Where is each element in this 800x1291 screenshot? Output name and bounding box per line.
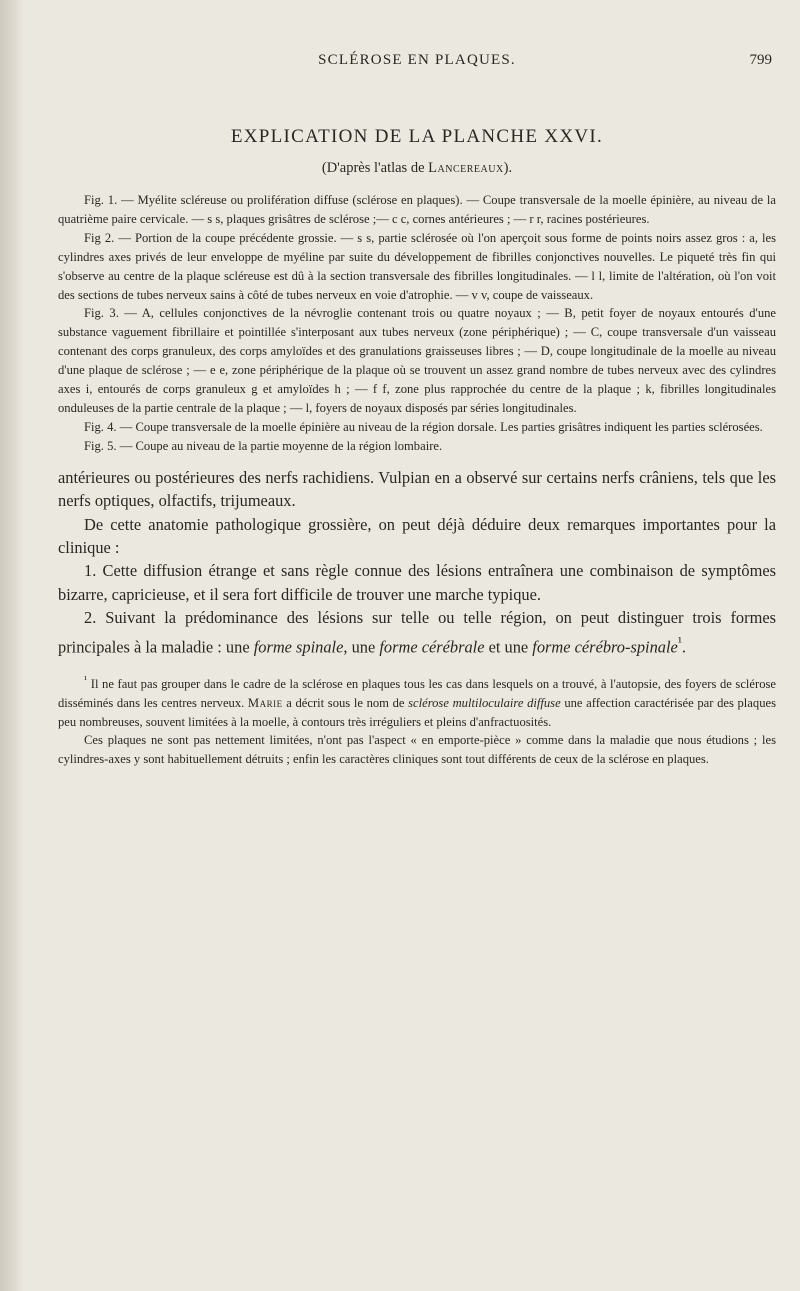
body-paragraph-3: 1. Cette diffusion étrange et sans règle connue des lésions entraînera une combinaison de symptômes bizarre, capricieuse, et il sera fort difficile de trouver une marche typique. xyxy=(58,561,776,604)
running-title: SCLÉROSE EN PLAQUES. xyxy=(318,52,516,68)
fn-end: une affection caractérisée par des plaques peu nombreuses, souvent limitées à la moelle, à contours très irréguliers et pleins d'anfractuosités. xyxy=(58,696,776,729)
figure-legend-3 xyxy=(58,304,776,417)
source-suffix: ). xyxy=(503,160,513,176)
page-number: 799 xyxy=(749,52,772,68)
footnote-number: ¹ xyxy=(84,675,88,687)
figure-label: Fig 2. xyxy=(84,230,115,245)
body-text xyxy=(58,466,776,659)
running-header xyxy=(58,52,776,78)
p4-mid-2: et une xyxy=(484,637,533,656)
figure-text: — Coupe transversale de la moelle épinière au niveau de la région dorsale. Les parties grisâtres indiquent les parties sclérosées. xyxy=(116,419,763,434)
form-cerebrale: forme cérébrale xyxy=(379,637,485,656)
figure-legend-2 xyxy=(58,229,776,305)
body-paragraph-2: De cette anatomie pathologique grossière, on peut déjà déduire deux remarques importantes pour la clinique : xyxy=(58,514,776,557)
figure-text: — Myélite scléreuse ou prolifération diffuse (sclérose en plaques). — Coupe transversale de la moelle épinière, au niveau de la quatrième paire cervicale. — s s, plaques grisâtres de sclérose ;— c c, cornes antérieures ; — r r, racines postérieures. xyxy=(58,193,776,226)
figure-legend-5 xyxy=(58,437,776,456)
body-paragraph-1: antérieures ou postérieures des nerfs rachidiens. Vulpian en a observé sur certains nerfs crâniens, tels que les nerfs optiques, olfactifs, trijumeaux. xyxy=(58,467,776,511)
book-binding-shadow xyxy=(0,0,24,1291)
fn-mid: a décrit sous le nom de xyxy=(282,696,409,711)
figure-label: Fig. 3. xyxy=(84,306,119,321)
fn-author: Marie xyxy=(247,696,283,711)
footnote xyxy=(58,672,776,768)
figure-legend-4 xyxy=(58,418,776,437)
plate-title: EXPLICATION DE LA PLANCHE XXVI. xyxy=(230,126,604,147)
figure-text: — Portion de la coupe précédente grossie. — s s, partie sclérosée où l'on aperçoit sous forme de points noirs assez gros : a, les cylindres axes privés de leur enveloppe de myéline par suite du développement de fibrilles conjonctives nouvelles. Le piqueté très fin qui s'observe au centre de la plaque scléreuse est dû à la section transversale des fibrilles longitudinales. — l l, limite de l'altération, où l'on voit des sections de tubes nerveux sains à côté de tubes nerveux en voie d'atrophie. — v v, coupe de vaisseaux. xyxy=(58,230,777,302)
book-page xyxy=(58,52,776,769)
source-prefix: (D'après l'atlas de xyxy=(321,160,429,176)
figure-legend-1 xyxy=(58,191,776,229)
p4-start: 2. Suivant la prédominance des lésions sur telle ou telle région, on peut distinguer trois formes principales à la maladie : une xyxy=(58,608,776,656)
fn-term: sclérose multiloculaire diffuse xyxy=(408,696,561,711)
form-cerebro-spinale: forme cérébro-spinale xyxy=(532,637,678,656)
figure-label: Fig. 1. xyxy=(84,193,118,207)
figure-text: — Coupe au niveau de la partie moyenne de la région lombaire. xyxy=(116,438,443,453)
form-spinale: forme spinale xyxy=(253,637,344,656)
p4-end: . xyxy=(681,637,687,656)
body-paragraph-4 xyxy=(58,606,776,658)
footnote-paragraph-2: Ces plaques ne sont pas nettement limitées, n'ont pas l'aspect « en emporte-pièce » comme dans la maladie que nous étudions ; les cylindres-axes y sont habituellement détruits ; enfin les caractères cliniques sont tout différents de ceux de la sclérose en plaques. xyxy=(58,733,776,766)
plate-source xyxy=(58,160,776,177)
figure-label: Fig. 4. xyxy=(84,419,117,434)
figure-text: — A, cellules conjonctives de la névroglie contenant trois ou quatre noyaux ; — B, petit foyer de noyaux entourés d'une substance vaguement fibrillaire et pointillée s'interposant aux tubes nerveux (zone périphérique) ; — C, coupe transversale d'un vaisseau contenant des corps granuleux, des corps amyloïdes et des granulations graisseuses libres ; — D, coupe longitudinale de la moelle au niveau d'une plaque de sclérose ; — e e, zone périphérique de la plaque où se trouvent un assez grand nombre de tubes nerveux avec des cylindres axes i, entourés de corps granuleux g et amyloïdes h ; — f f, zone plus rapprochée du centre de la plaque ; k, fibrilles longitudinales onduleuses de la partie centrale de la plaque ; — l, foyers de noyaux disposés par séries longitudinales. xyxy=(58,306,777,415)
figure-label: Fig. 5. xyxy=(84,438,117,453)
source-author: Lancereaux xyxy=(428,160,504,176)
p4-mid-1: , une xyxy=(343,637,380,656)
figure-legend-list xyxy=(58,191,776,456)
footnote-marker: ¹ xyxy=(677,633,682,649)
fn-start: Il ne faut pas grouper dans le cadre de la sclérose en plaques tous les cas dans lesquels on a trouvé, à l'autopsie, des foyers de sclérose disséminés dans les centres nerveux. xyxy=(58,677,776,711)
footnote-paragraph-1 xyxy=(58,672,776,731)
